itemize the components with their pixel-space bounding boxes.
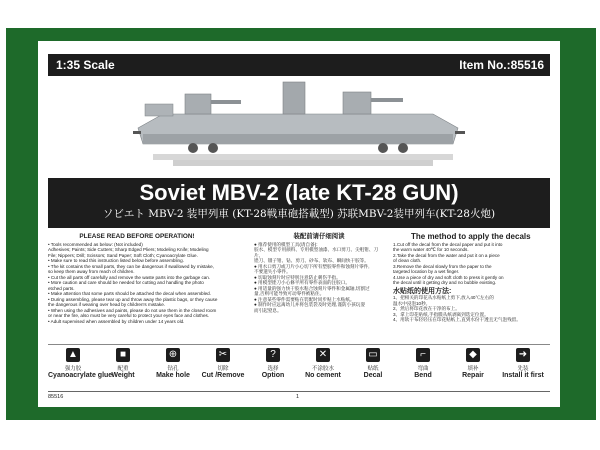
cn-line: ● 用模型锉刀小心修平所有零件表面的注胶口。 [254,280,350,285]
instruction-line: • During assembling, please tear up and throw away the plastic bags, or they cause [48,296,218,302]
legend-item-cut [198,348,248,379]
legend-zh: 配重 [117,366,129,372]
cn-line: ● 用适量的强力快干胶水粘合蚀刻片零件和金属轴,切割过 [254,285,370,291]
decal-heading: The method to apply the decals [411,232,531,241]
legend-item-decal [348,348,398,379]
instruction-line: the dangerous if wearing over head by children's mistake. [48,302,166,307]
armored-train-illustration [133,76,473,168]
instruction-line: File; Nippers; Drill; Scissors; Sand Paper; Soft Cloth; Cyanoacrylate Glue. [48,252,198,258]
legend-zh: 先装 [517,366,529,372]
cn-line: ● 注意某些零件需要贴在装配时同步贴上水贴纸。 [254,296,355,302]
legend-en: Decal [363,372,383,379]
decal-line: 4.Use a piece of dry and soft cloth to press it gently on [393,274,504,280]
decal-line: targeted location by a wet finger. [393,269,460,274]
no-cement-icon: ✕ [316,348,330,362]
legend-item-hole [148,348,198,379]
legend-zh: 切除 [217,366,229,372]
cn-line: ● 推荐使用的模型工具(请自备): [254,241,318,247]
footer-code: 85516 [48,394,64,400]
cn-line: ● 制作时应远离幼儿并将包装袋及时处理,谨防小孩玩耍 [254,302,365,307]
english-instructions [48,234,226,324]
legend-zh: 不涂胶水 [311,366,334,372]
decal-cn-line: 2、然后将印花放在干净的布上。 [393,306,460,311]
weight-icon: ■ [116,348,130,362]
legend-en: Option [261,372,285,379]
instruction-line: • Make attention that some parts should be attached the decal when assembled. [48,291,211,296]
decal-cn-heading: 水贴纸的使用方法: [393,287,452,295]
decal-cn-line: 3、拿上印花贴纸,手指膜从纸剥离到选定位置。 [393,311,489,317]
instruction-line: • Make sure to read this instruction listed below before assembling. [48,258,184,263]
legend-item-repair [448,348,498,379]
option-icon: ? [266,348,280,362]
instruction-line: or near the fire, also must be very careful to protect your eyes face and clothes. [48,313,210,318]
bend-icon: ⌐ [416,348,430,362]
instruction-line: • Cut the all parts off carefully and remove the waste parts into the garbage can. [48,274,211,280]
glue-bottle-icon: ▲ [66,348,80,362]
cn-line: 胶水、模型专用颜料、专用模型油漆、水口剪刀、尖咀钳、刀片、 [254,247,379,258]
product-title: Soviet MBV-2 (late KT-28 GUN) [139,180,459,205]
decal-line: of clean cloth. [393,258,422,263]
instructions-heading: PLEASE READ BEFORE OPERATION! [79,233,195,240]
cut-icon: ✂ [216,348,230,362]
decal-cn-line: 1、把相关的印花从水贴纸上剪下,放入40℃左右的 [393,295,494,300]
instruction-line: etched parts. [48,285,75,291]
decal-line: 3.Remove the decal slowly from the paper to the [393,263,492,269]
legend-item-bend [398,348,448,379]
decal-line: 1.Cut off the decal from the decal paper and put it into [393,241,503,247]
legend-en: Cut /Remove [201,372,245,379]
instruction-line: • The kit contains the small parts, they can be dangerous if swallowed by mistake, [48,263,214,269]
cn-line: 而引起窒息。 [254,307,282,313]
instruction-line: • When using the adhesives and paints, please do not use them in the closed room [48,307,217,313]
symbol-legend [48,344,550,389]
legend-zh: 选择 [267,366,279,372]
instruction-line: • More caution and care should be needed for cutting and handling the photo [48,280,204,285]
cn-heading: 装配前请仔细阅读 [293,233,345,240]
title-bar [48,178,550,228]
decal-cn-line: 温水中浸泡10秒。 [393,300,431,306]
legend-zh: 钻孔 [167,366,179,372]
turret-front [185,94,211,114]
page-number: 1 [296,394,300,400]
legend-en: Install it first [502,372,544,379]
turret-rear [343,92,371,114]
cn-line: 锉刀、镊子钳、钻、剪刀、砂布、软布、瞬间快干胶等。 [254,258,369,263]
legend-zh: 弯曲 [417,366,429,372]
legend-en: Make hole [156,372,190,379]
instruction-line: • Adult supervised when assembled by children under 14 years old. [48,318,185,324]
install-first-icon: ➜ [516,348,530,362]
instruction-sheet [38,41,560,407]
cn-line: 量,否则可能导致可动零件被粘住。 [254,291,325,296]
repair-icon: ◆ [466,348,480,362]
command-tower [283,82,305,114]
header-bar [48,54,550,76]
display-base [153,154,453,160]
legend-zh: 强力胶 [64,366,82,372]
item-number: Item No.:85516 [459,58,544,72]
legend-zh: 贴纸 [367,366,379,372]
product-subtitle: ソビエト MBV-2 装甲列車 (KT-28戦車砲搭載型) 苏联MBV-2装甲列车(KT-28火炮) [102,208,496,220]
scale-label: 1:35 Scale [56,58,115,72]
legend-en: Cyanoacrylate glue [48,372,113,379]
legend-zh: 填补 [467,366,479,372]
legend-item-weight [98,348,148,379]
footer [48,391,550,402]
drill-icon: ⊕ [166,348,180,362]
legend-en: Weight [111,372,135,379]
legend-item-install-first [498,348,548,379]
decal-cn-line: 4、用软干布轻轻压在印花贴纸上,直到水份干透且无气泡残留。 [393,317,521,322]
decal-line: the warm water 40℃ for 10 seconds. [393,247,469,252]
instruction-line: • Tools recommended as below: (Not included) [48,241,143,247]
legend-en: No cement [305,372,341,379]
cn-line: ● 切取蚀刻片时应特别注意防止刺伤手指。 [254,274,341,280]
legend-en: Repair [462,372,484,379]
decal-instructions [393,234,550,323]
legend-item-glue [48,348,113,379]
legend-item-no-cement [298,348,348,379]
cn-line: ● 用水口剪刀或刀片小心切下所有塑胶零件和蚀刻片零件, [254,263,370,269]
chinese-instructions [254,234,384,313]
decal-icon: ▭ [366,348,380,362]
instruction-line: so keep them away from reach of children. [48,269,135,274]
legend-en: Bend [414,372,432,379]
decal-line: the decal until it getting dry and no bubble existing. [393,280,497,285]
legend-item-option [248,348,298,379]
decal-line: 2.Take the decal from the water and put it on a piece [393,252,500,258]
cn-line: 不要遗失小零件。 [254,269,291,274]
instruction-line: Adhesives; Paints; Side Cutters; Sharp Edged Pliers; Modeling Knife; Modeling [48,247,209,252]
